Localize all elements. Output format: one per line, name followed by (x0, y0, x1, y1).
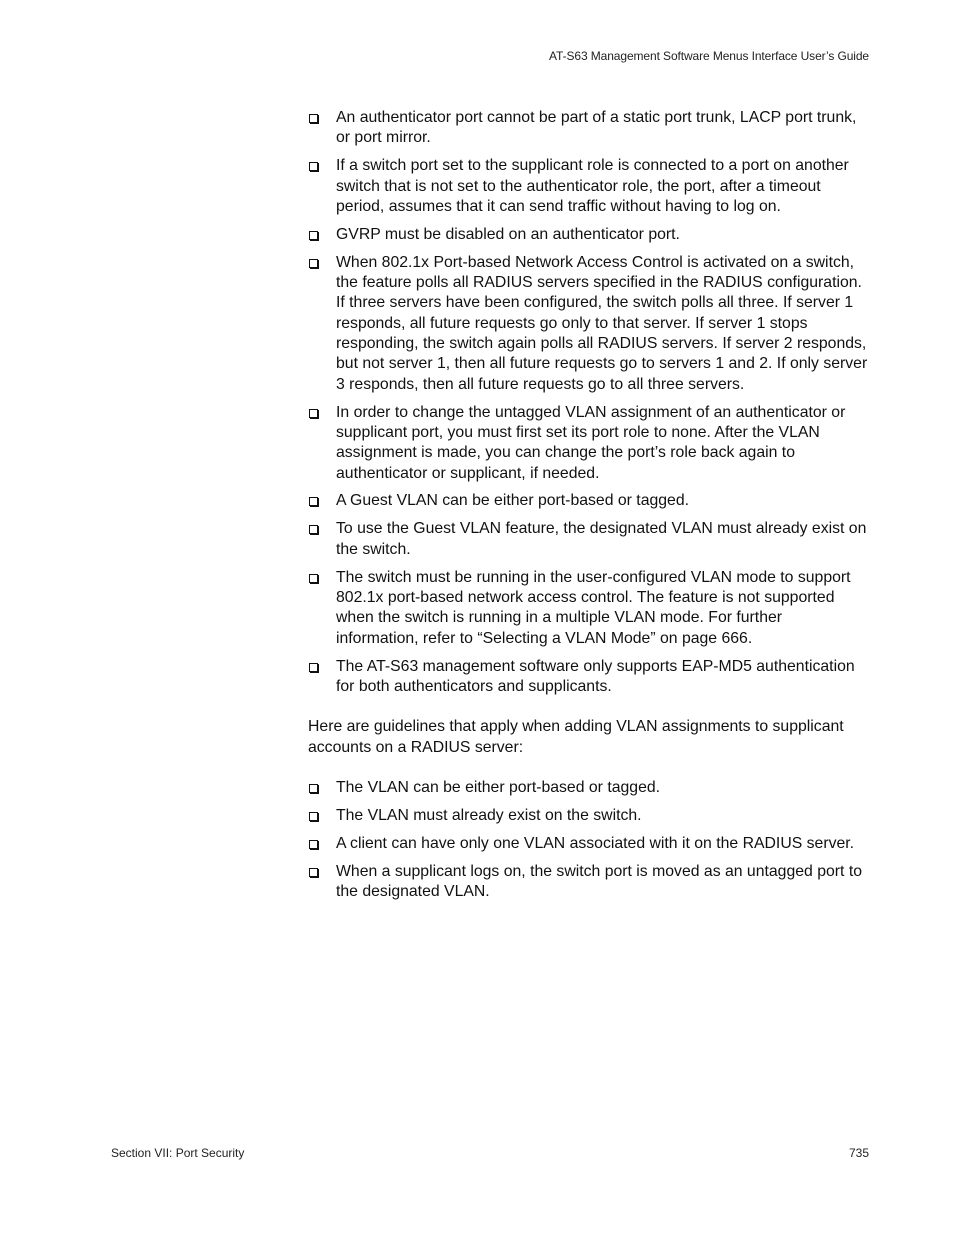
list-item (308, 862, 868, 903)
checkbox-bullet-icon (309, 525, 318, 534)
list-item (308, 657, 868, 698)
list-item-text: An authenticator port cannot be part of a static port trunk, LACP port trunk, or port mirror. (336, 109, 857, 147)
list-item-text: A Guest VLAN can be either port-based or tagged. (336, 492, 690, 510)
list-item-text: To use the Guest VLAN feature, the designated VLAN must already exist on the switch. (336, 520, 867, 558)
list-item (308, 253, 868, 395)
list-item-text: In order to change the untagged VLAN assignment of an authenticator or supplicant port, you must first set its port role to none. After the VLAN assignment is made, you can change the port’s role back again to authenticator or supplicant, if needed. (336, 403, 846, 482)
checkbox-bullet-icon (309, 231, 318, 240)
list-item (308, 225, 868, 245)
checkbox-bullet-icon (309, 868, 318, 877)
checkbox-bullet-icon (309, 574, 318, 583)
checkbox-bullet-icon (309, 663, 318, 672)
list-item (308, 108, 868, 149)
list-item-text: When 802.1x Port-based Network Access Control is activated on a switch, the feature polls all RADIUS servers specified in the RADIUS configuration. If three servers have been configured, the switch polls all three. If server 1 responds, all future requests go only to that server. If server 1 stops responding, the switch again polls all RADIUS servers. If server 2 responds, but not server 1, then all future requests go to servers 1 and 2. If only server 3 responds, then all future requests go to all three servers. (336, 253, 868, 393)
footer-section: Section VII: Port Security (111, 1146, 245, 1160)
list-item-text: When a supplicant logs on, the switch port is moved as an untagged port to the designated VLAN. (336, 862, 862, 901)
list-item (308, 834, 868, 854)
list-item (308, 491, 868, 511)
list-item (308, 806, 868, 826)
list-item (308, 778, 868, 798)
list-item-text: The AT-S63 management software only supports EAP-MD5 authentication for both authenticators and supplicants. (336, 657, 855, 695)
list-item-text: GVRP must be disabled on an authenticator port. (336, 225, 680, 243)
checkbox-bullet-icon (309, 162, 318, 171)
footer-page-number: 735 (848, 1146, 869, 1160)
list-item-text: A client can have only one VLAN associated with it on the RADIUS server. (336, 834, 855, 852)
page-body (308, 108, 868, 910)
list-item (308, 568, 868, 649)
checkbox-bullet-icon (309, 259, 318, 268)
checkbox-bullet-icon (309, 840, 318, 849)
checkbox-bullet-icon (309, 784, 318, 793)
list-item (308, 156, 868, 217)
guideline-list-authenticator (308, 108, 868, 697)
guideline-list-radius (308, 778, 868, 903)
list-item (308, 519, 868, 560)
list-item (308, 403, 868, 484)
list-item-text: The switch must be running in the user-configured VLAN mode to support 802.1x port-based network access control. The feature is not supported when the switch is running in a multiple VLAN mode. For further information, refer to “Selecting a VLAN Mode” on page 666. (336, 568, 851, 647)
list-item-text: If a switch port set to the supplicant role is connected to a port on another switch that is not set to the authenticator role, the port, after a timeout period, assumes that it can send traffic without having to log on. (336, 157, 849, 215)
list-item-text: The VLAN can be either port-based or tagged. (336, 778, 661, 796)
list-item-text: The VLAN must already exist on the switch. (336, 806, 642, 824)
checkbox-bullet-icon (309, 114, 318, 123)
checkbox-bullet-icon (309, 409, 318, 418)
intro-paragraph: Here are guidelines that apply when adding VLAN assignments to supplicant accounts on a RADIUS server: (308, 718, 844, 756)
checkbox-bullet-icon (309, 497, 318, 506)
running-header: AT-S63 Management Software Menus Interface User’s Guide (549, 49, 869, 63)
checkbox-bullet-icon (309, 812, 318, 821)
